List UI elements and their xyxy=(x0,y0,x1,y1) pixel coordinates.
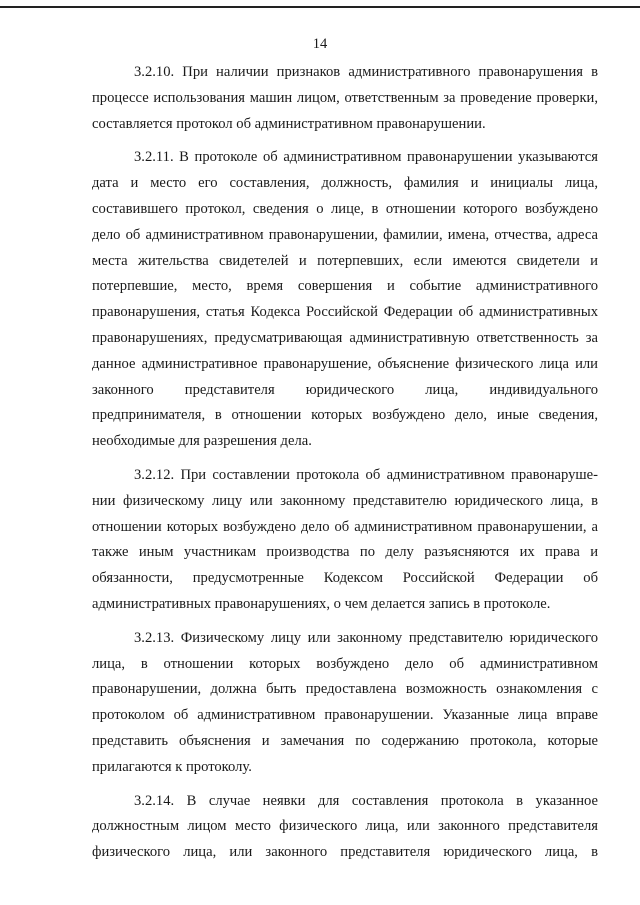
document-body xyxy=(92,60,598,874)
text-line: прилагаются к протоколу. xyxy=(92,758,252,775)
text-line: административных правонарушениях, о чем делается запись в протоколе. xyxy=(92,595,551,612)
text-line: процессе использования машин лицом, ответственным за проведение проверки, xyxy=(92,89,598,106)
text-line: физического лица, или законного представителя юридического лица, в xyxy=(92,844,598,861)
text-line: обязанности, предусмотренные Кодексом Российской Федерации об xyxy=(92,570,598,587)
text-line: протоколом об административном правонарушении. Указанные лица вправе xyxy=(92,707,598,724)
text-line: нии физическому лицу или законному представителю юридического лица, в xyxy=(92,492,598,509)
text-line: данное административное правонарушение, объяснение физического лица или xyxy=(92,355,598,372)
paragraph xyxy=(92,60,598,137)
text-line: правонарушениях, предусматривающая административную ответственность за xyxy=(92,329,598,346)
text-line: правонарушении, должна быть предоставлена возможность ознакомления с xyxy=(92,681,598,698)
text-line: 3.2.10. При наличии признаков административного правонарушения в xyxy=(134,64,598,80)
text-line: дата и место его составления, должность, фамилия и инициалы лица, xyxy=(92,175,598,192)
text-line: 3.2.12. При составлении протокола об административном правонаруше- xyxy=(134,466,598,483)
text-line: дело об административном правонарушении, фамилии, имена, отчества, адреса xyxy=(92,226,598,243)
text-line: правонарушения, статья Кодекса Российской Федерации об административных xyxy=(92,304,598,321)
top-rule xyxy=(0,6,640,8)
text-line: потерпевшие, место, время совершения и событие административного xyxy=(92,278,598,295)
text-line: представить объяснения и замечания по содержанию протокола, которые xyxy=(92,732,598,749)
text-line: законного представителя юридического лица, индивидуального xyxy=(92,381,598,398)
text-line: составляется протокол об административном правонарушении. xyxy=(92,115,486,132)
text-line: 3.2.13. Физическому лицу или законному представителю юридического xyxy=(134,629,598,646)
paragraph xyxy=(92,626,598,781)
text-line: лица, в отношении которых возбуждено дело об административном xyxy=(92,655,598,672)
text-line: 3.2.11. В протоколе об административном правонарушении указываются xyxy=(134,149,598,166)
page-number: 14 xyxy=(312,36,328,52)
text-line: также иным участникам производства по делу разъясняются их права и xyxy=(92,544,598,561)
text-line: предпринимателя, в отношении которых возбуждено дело, иные сведения, xyxy=(92,407,598,424)
text-line: 3.2.14. В случае неявки для составления протокола в указанное xyxy=(134,792,598,809)
text-line: должностным лицом место физического лица, или законного представителя xyxy=(92,818,598,835)
paragraph xyxy=(92,145,598,455)
paragraph xyxy=(92,463,598,618)
text-line: места жительства свидетелей и потерпевших, если имеются свидетели и xyxy=(92,252,598,269)
text-line: необходимые для разрешения дела. xyxy=(92,433,312,450)
paragraph xyxy=(92,789,598,866)
text-line: составившего протокол, сведения о лице, в отношении которого возбуждено xyxy=(92,200,598,217)
text-line: отношении которых возбуждено дело об административном правонарушении, а xyxy=(92,518,598,535)
